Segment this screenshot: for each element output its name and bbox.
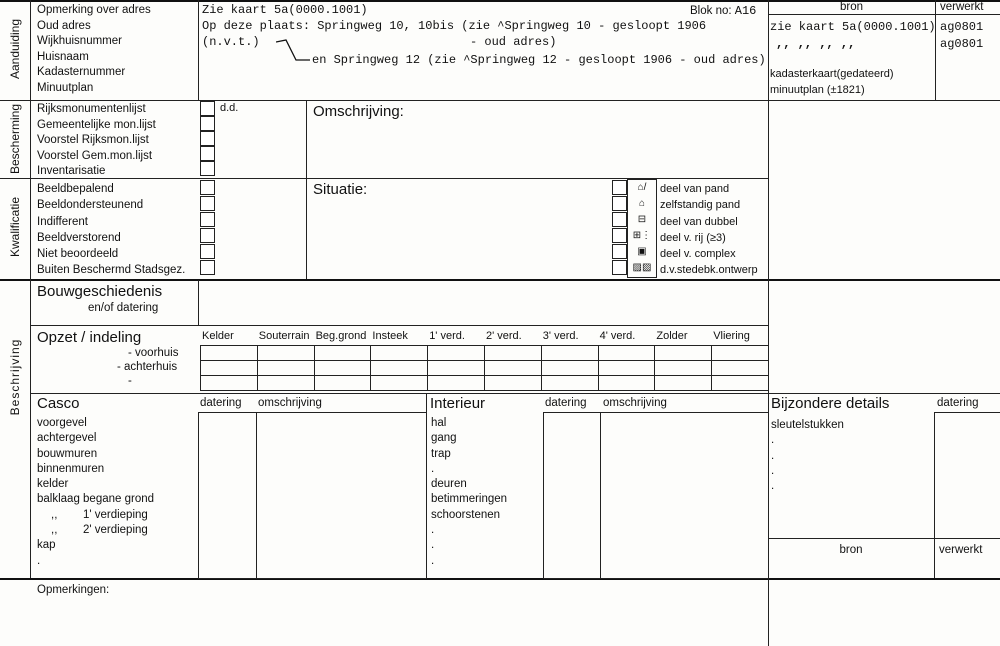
kwalificatie-item: Indifferent (37, 215, 88, 228)
opzet-cell[interactable] (257, 375, 315, 391)
opzet-cell[interactable] (484, 360, 542, 376)
opzet-col-header: Vliering (713, 330, 750, 342)
bescherming-item: Inventarisatie (37, 165, 106, 177)
opzet-cell[interactable] (427, 345, 485, 361)
connector-bracket-icon (276, 38, 312, 64)
section-label-kwalificatie: Kwalificatie (8, 196, 22, 258)
bijzondere-datering-field[interactable] (934, 412, 1000, 539)
checkbox-beeldbepalend[interactable] (200, 180, 215, 195)
opzet-col-header: 2' verd. (486, 330, 522, 342)
checkbox-zelfstandig-pand[interactable] (612, 196, 627, 211)
bijzondere-datering-header: datering (937, 397, 979, 409)
divider (198, 280, 199, 325)
datering-sublabel: en/of datering (88, 302, 159, 314)
situatie-option: deel v. complex (660, 248, 736, 261)
divider (934, 538, 935, 578)
interieur-item: . (431, 524, 435, 537)
verwerkt-value: ag0801 (940, 37, 984, 51)
interieur-item: hal (431, 417, 447, 429)
opzet-cell[interactable] (598, 345, 656, 361)
opzet-cell[interactable] (541, 345, 599, 361)
divider (0, 578, 1000, 580)
checkbox-beeldverstorend[interactable] (200, 228, 215, 243)
checkbox-beeldondersteunend[interactable] (200, 196, 215, 211)
section-label-bescherming: Bescherming (8, 103, 22, 175)
opzet-col-header: Beg.grond (315, 330, 367, 342)
opzet-cell[interactable] (654, 375, 712, 391)
casco-omschrijving-field[interactable] (256, 412, 427, 579)
label-wijkhuisnummer: Wijkhuisnummer (37, 35, 122, 47)
bescherming-item: Rijksmonumentenlijst (37, 103, 146, 115)
checkbox-indifferent[interactable] (200, 212, 215, 227)
opzet-cell[interactable] (370, 375, 428, 391)
divider (0, 100, 1000, 101)
checkbox-voorstel-rijks[interactable] (200, 131, 215, 146)
opzet-cell[interactable] (484, 345, 542, 361)
casco-item: ,, 1' verdieping (51, 508, 148, 521)
situatie-option: d.v.stedebk.ontwerp (660, 264, 758, 277)
interieur-item: trap (431, 447, 451, 460)
situatie-label: Situatie: (313, 181, 368, 198)
blok-value: A16 (734, 4, 757, 18)
interieur-datering-header: datering (545, 397, 587, 409)
casco-item: kelder (37, 478, 69, 491)
bron-header: bron (839, 1, 864, 13)
house-semi-detached-icon: ⊟ (637, 214, 647, 225)
section-label-aanduiding: Aanduiding (8, 18, 22, 80)
interieur-item: betimmeringen (431, 493, 508, 506)
divider (30, 0, 31, 578)
value-oud-adres: Op deze plaats: Springweg 10, 10bis (zie ^Springweg 10 - gesloopt 1906 (202, 19, 707, 33)
opzet-cell[interactable] (484, 375, 542, 391)
checkbox-deel-van-dubbel[interactable] (612, 212, 627, 227)
bijzondere-item: . (771, 480, 775, 493)
label-kadasternummer: Kadasternummer (37, 66, 126, 78)
bescherming-item: Voorstel Gem.mon.lijst (37, 149, 153, 162)
interieur-omschrijving-header: omschrijving (603, 397, 667, 409)
opzet-cell[interactable] (257, 345, 315, 361)
opzet-cell[interactable] (427, 375, 485, 391)
opzet-cell[interactable] (654, 360, 712, 376)
interieur-item: . (431, 539, 435, 552)
divider (30, 325, 768, 326)
verwerkt-value: ag0801 (940, 20, 984, 34)
divider (0, 279, 1000, 281)
bijzondere-details-label: Bijzondere details (771, 395, 890, 412)
opzet-label: Opzet / indeling (37, 329, 142, 346)
bron-kadasterkaart: kadasterkaart(gedateerd) (770, 68, 894, 80)
divider (935, 0, 936, 100)
interieur-label: Interieur (430, 395, 486, 412)
opzet-cell[interactable] (711, 345, 769, 361)
opzet-row-voorhuis: - voorhuis (128, 347, 179, 359)
casco-item: . (37, 554, 41, 567)
bijzondere-item: . (771, 449, 775, 462)
opzet-col-header: Insteek (372, 330, 408, 342)
opzet-cell[interactable] (314, 345, 372, 361)
opzet-cell[interactable] (370, 345, 428, 361)
value-opmerking: Zie kaart 5a(0000.1001) (202, 3, 368, 17)
bron-value: zie kaart 5a(0000.1001) (770, 20, 936, 34)
house-part-icon: ⌂/ (637, 182, 647, 193)
checkbox-rijksmonument[interactable] (200, 101, 215, 116)
checkbox-stedebk-ontwerp[interactable] (612, 260, 627, 275)
bijzondere-item: . (771, 464, 775, 477)
interieur-omschrijving-field[interactable] (600, 412, 769, 579)
checkbox-buiten-beschermd[interactable] (200, 260, 215, 275)
complex-icon: ▣ (637, 246, 647, 257)
opzet-cell[interactable] (200, 375, 258, 391)
interieur-item: . (431, 554, 435, 567)
opzet-cell[interactable] (711, 375, 769, 391)
opzet-cell[interactable] (598, 375, 656, 391)
opzet-cell[interactable] (314, 360, 372, 376)
opzet-col-header: Kelder (202, 330, 234, 342)
casco-item: balklaag begane grond (37, 493, 155, 506)
casco-item: achtergevel (37, 432, 97, 445)
checkbox-gemeentelijk[interactable] (200, 116, 215, 131)
casco-datering-field[interactable] (198, 412, 257, 579)
bouwgeschiedenis-label: Bouwgeschiedenis (37, 283, 163, 300)
kwalificatie-item: Niet beoordeeld (37, 248, 119, 261)
label-oud-adres: Oud adres (37, 19, 91, 32)
checkbox-voorstel-gem[interactable] (200, 146, 215, 161)
kwalificatie-item: Buiten Beschermd Stadsgez. (37, 264, 186, 277)
casco-item: binnenmuren (37, 462, 105, 475)
bron-footer-header: bron (839, 544, 863, 556)
opzet-cell[interactable] (541, 360, 599, 376)
situatie-option: deel van pand (660, 183, 730, 195)
blok-label: Blok no: A16 (690, 4, 757, 18)
value-wijkhuisnummer: (n.v.t.) (202, 35, 260, 49)
divider (198, 0, 199, 100)
house-row-icon: ⊞⋮ (632, 230, 652, 241)
opzet-cell[interactable] (654, 345, 712, 361)
value-oud-adres-cont: - oud adres) (470, 35, 557, 49)
verwerkt-footer-header: verwerkt (939, 544, 983, 556)
divider (30, 393, 1000, 394)
urban-design-icon: ▨▨ (632, 262, 652, 273)
section-label-beschrijving: Beschrijving (8, 338, 22, 416)
opzet-cell[interactable] (200, 345, 258, 361)
checkbox-niet-beoordeeld[interactable] (200, 244, 215, 259)
bijzondere-item: sleutelstukken (771, 419, 844, 431)
checkbox-deel-v-complex[interactable] (612, 244, 627, 259)
casco-item: bouwmuren (37, 447, 98, 460)
bescherming-item: Gemeentelijke mon.lijst (37, 118, 156, 131)
checkbox-inventarisatie[interactable] (200, 161, 215, 176)
divider (768, 14, 1000, 15)
interieur-item: gang (431, 432, 457, 445)
opzet-row-other: - (128, 375, 132, 387)
bron-ditto: ,, ,, ,, ,, (776, 37, 856, 51)
house-detached-icon: ⌂ (638, 198, 646, 209)
interieur-datering-field[interactable] (543, 412, 601, 579)
dd-label: d.d. (220, 102, 239, 114)
casco-label: Casco (37, 395, 80, 412)
bijzondere-item: . (771, 434, 775, 447)
casco-item: kap (37, 539, 56, 552)
divider (306, 100, 307, 279)
opzet-row-achterhuis: - achterhuis (117, 361, 178, 373)
opzet-col-header: 4' verd. (599, 330, 636, 342)
opzet-cell[interactable] (711, 360, 769, 376)
opzet-cell[interactable] (200, 360, 258, 376)
opzet-col-header: 3' verd. (542, 330, 579, 342)
casco-datering-header: datering (200, 397, 242, 409)
label-huisnaam: Huisnaam (37, 50, 89, 63)
casco-item: ,, 2' verdieping (51, 524, 148, 537)
interieur-item: deuren (431, 478, 467, 491)
opzet-col-header: Souterrain (258, 330, 310, 342)
opzet-cell[interactable] (541, 375, 599, 391)
bron-minuutplan: minuutplan (±1821) (770, 84, 865, 96)
label-minuutplan: Minuutplan (37, 81, 94, 94)
opzet-cell[interactable] (314, 375, 372, 391)
opzet-cell[interactable] (257, 360, 315, 376)
opzet-col-header: 1' verd. (429, 330, 465, 342)
opzet-cell[interactable] (598, 360, 656, 376)
kwalificatie-item: Beeldbepalend (37, 183, 114, 195)
interieur-item: schoorstenen (431, 508, 501, 521)
opzet-col-header: Zolder (656, 330, 688, 342)
bescherming-item: Voorstel Rijksmon.lijst (37, 134, 149, 146)
verwerkt-header: verwerkt (940, 1, 984, 13)
casco-omschrijving-header: omschrijving (258, 397, 322, 409)
kwalificatie-item: Beeldverstorend (37, 231, 121, 244)
situatie-option: deel van dubbel (660, 215, 738, 228)
checkbox-deel-v-rij[interactable] (612, 228, 627, 243)
situatie-option: deel v. rij (≥3) (660, 231, 726, 244)
opzet-cell[interactable] (427, 360, 485, 376)
interieur-item: . (431, 462, 435, 475)
opmerkingen-label: Opmerkingen: (37, 584, 110, 596)
value-oud-adres-2: en Springweg 12 (zie ^Springweg 12 - gesloopt 1906 - oud adres) (312, 53, 766, 67)
casco-item: voorgevel (37, 417, 87, 429)
omschrijving-label: Omschrijving: (313, 103, 404, 120)
checkbox-deel-van-pand[interactable] (612, 180, 627, 195)
label-opmerking: Opmerking over adres (37, 4, 151, 16)
situatie-option: zelfstandig pand (660, 199, 741, 212)
kwalificatie-item: Beeldondersteunend (37, 199, 144, 212)
opzet-cell[interactable] (370, 360, 428, 376)
